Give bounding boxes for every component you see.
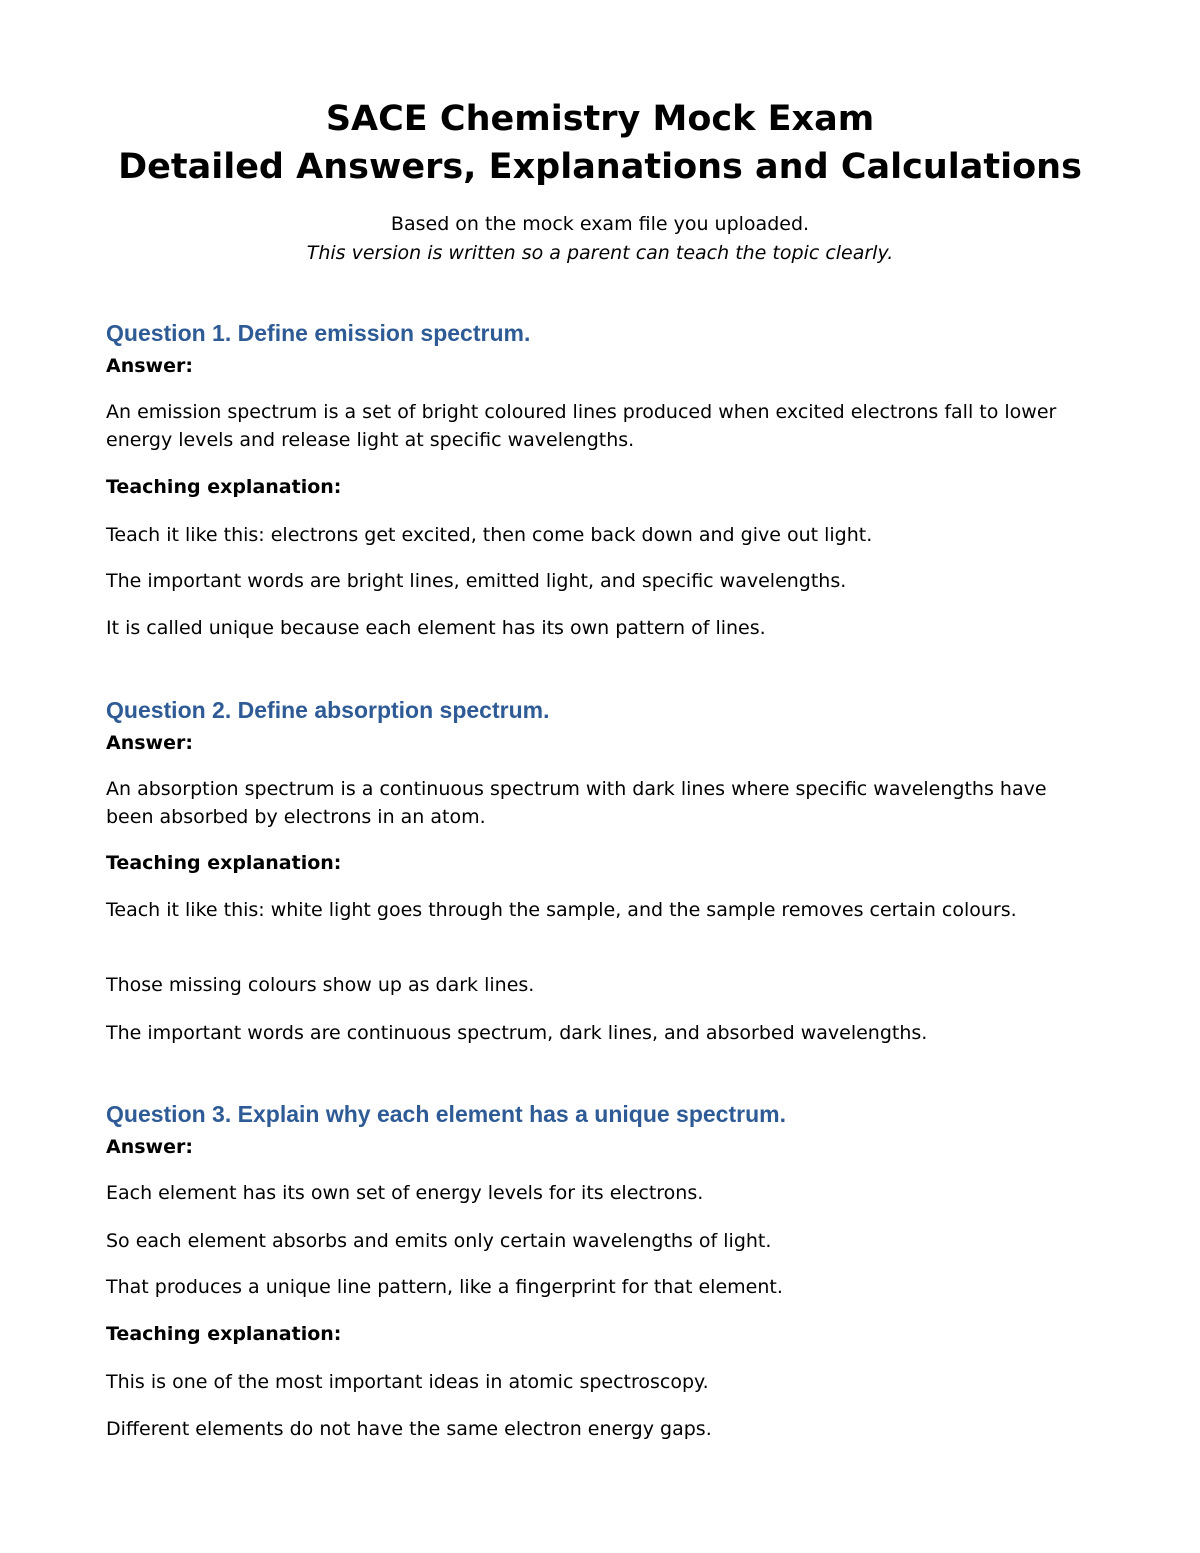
question-3-answer-label: Answer: xyxy=(106,1136,193,1158)
question-2-teaching-label: Teaching explanation: xyxy=(106,852,342,874)
question-3-answer-text: So each element absorbs and emits only certain wavelengths of light. xyxy=(106,1230,772,1252)
question-3-teaching-text: Different elements do not have the same electron energy gaps. xyxy=(106,1418,712,1440)
audience-note: This version is written so a parent can teach the topic clearly. xyxy=(306,242,894,264)
question-3-heading: Question 3. Explain why each element has a unique spectrum. xyxy=(106,1101,786,1127)
question-3-answer-text: Each element has its own set of energy levels for its electrons. xyxy=(106,1182,704,1204)
question-3-answer-text: That produces a unique line pattern, like a fingerprint for that element. xyxy=(106,1276,783,1298)
question-2-heading: Question 2. Define absorption spectrum. xyxy=(106,697,550,723)
question-1-answer-text: An emission spectrum is a set of bright coloured lines produced when excited electrons fall to lower energy levels and release light at specific wavelengths. xyxy=(106,401,1057,451)
question-1-heading: Question 1. Define emission spectrum. xyxy=(106,320,531,346)
question-3-teaching-text: This is one of the most important ideas in atomic spectroscopy. xyxy=(106,1371,709,1393)
question-2-teaching-text: The important words are continuous spectrum, dark lines, and absorbed wavelengths. xyxy=(106,1022,928,1044)
question-1-teaching-text: Teach it like this: electrons get excited, then come back down and give out light. xyxy=(106,524,873,546)
question-2-teaching-text: Those missing colours show up as dark lines. xyxy=(106,974,535,996)
document-title: SACE Chemistry Mock Exam xyxy=(325,99,875,139)
question-2-teaching-text: Teach it like this: white light goes through the sample, and the sample removes certain colours. xyxy=(106,899,1017,921)
question-2-answer-label: Answer: xyxy=(106,732,193,754)
source-note: Based on the mock exam file you uploaded. xyxy=(390,213,810,235)
question-1-teaching-label: Teaching explanation: xyxy=(106,476,342,498)
question-2-answer-text: An absorption spectrum is a continuous spectrum with dark lines where specific wavelengths have been absorbed by electrons in an atom. xyxy=(106,778,1047,828)
question-3-teaching-label: Teaching explanation: xyxy=(106,1323,342,1345)
question-1-teaching-text: The important words are bright lines, emitted light, and specific wavelengths. xyxy=(106,570,847,592)
document-subtitle-title: Detailed Answers, Explanations and Calculations xyxy=(118,147,1082,187)
question-1-answer-label: Answer: xyxy=(106,355,193,377)
question-1-teaching-text: It is called unique because each element has its own pattern of lines. xyxy=(106,617,766,639)
